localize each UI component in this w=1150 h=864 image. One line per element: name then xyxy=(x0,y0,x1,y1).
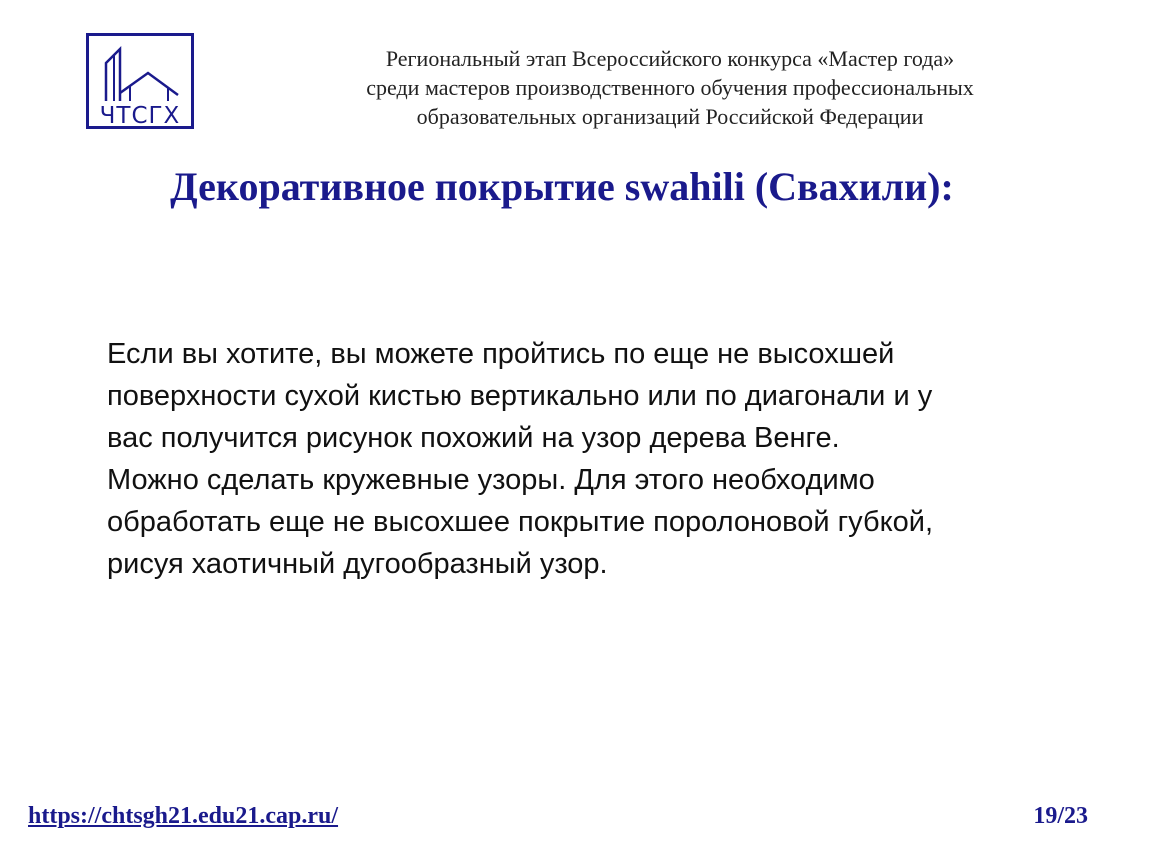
body-line-1: Если вы хотите, вы можете пройтись по еще не высохшей xyxy=(107,338,895,370)
header-line-3: образовательных организаций Российской Федерации xyxy=(416,104,924,129)
logo-text: ЧТСГХ xyxy=(99,103,181,129)
body-line-2: поверхности сухой кистью вертикально или по диагонали и у xyxy=(107,380,933,412)
page-number: 19/23 xyxy=(1033,803,1088,829)
contest-header xyxy=(290,44,1050,131)
body-line-3: вас получится рисунок похожий на узор дерева Венге. xyxy=(107,422,840,454)
body-line-6: рисуя хаотичный дугообразный узор. xyxy=(107,548,608,580)
body-line-4: Можно сделать кружевные узоры. Для этого необходимо xyxy=(107,464,875,496)
logo-graphic xyxy=(86,33,194,129)
slide-body xyxy=(107,333,1067,585)
body-line-5: обработать еще не высохшее покрытие поролоновой губкой, xyxy=(107,506,934,538)
header-line-1: Региональный этап Всероссийского конкурса «Мастер года» xyxy=(385,46,955,71)
slide-title: Декоративное покрытие swahili (Свахили): xyxy=(170,164,954,209)
logo xyxy=(86,33,194,129)
header-line-2: среди мастеров производственного обучения профессиональных xyxy=(366,75,974,100)
website-link[interactable]: https://chtsgh21.edu21.cap.ru/ xyxy=(28,803,339,829)
